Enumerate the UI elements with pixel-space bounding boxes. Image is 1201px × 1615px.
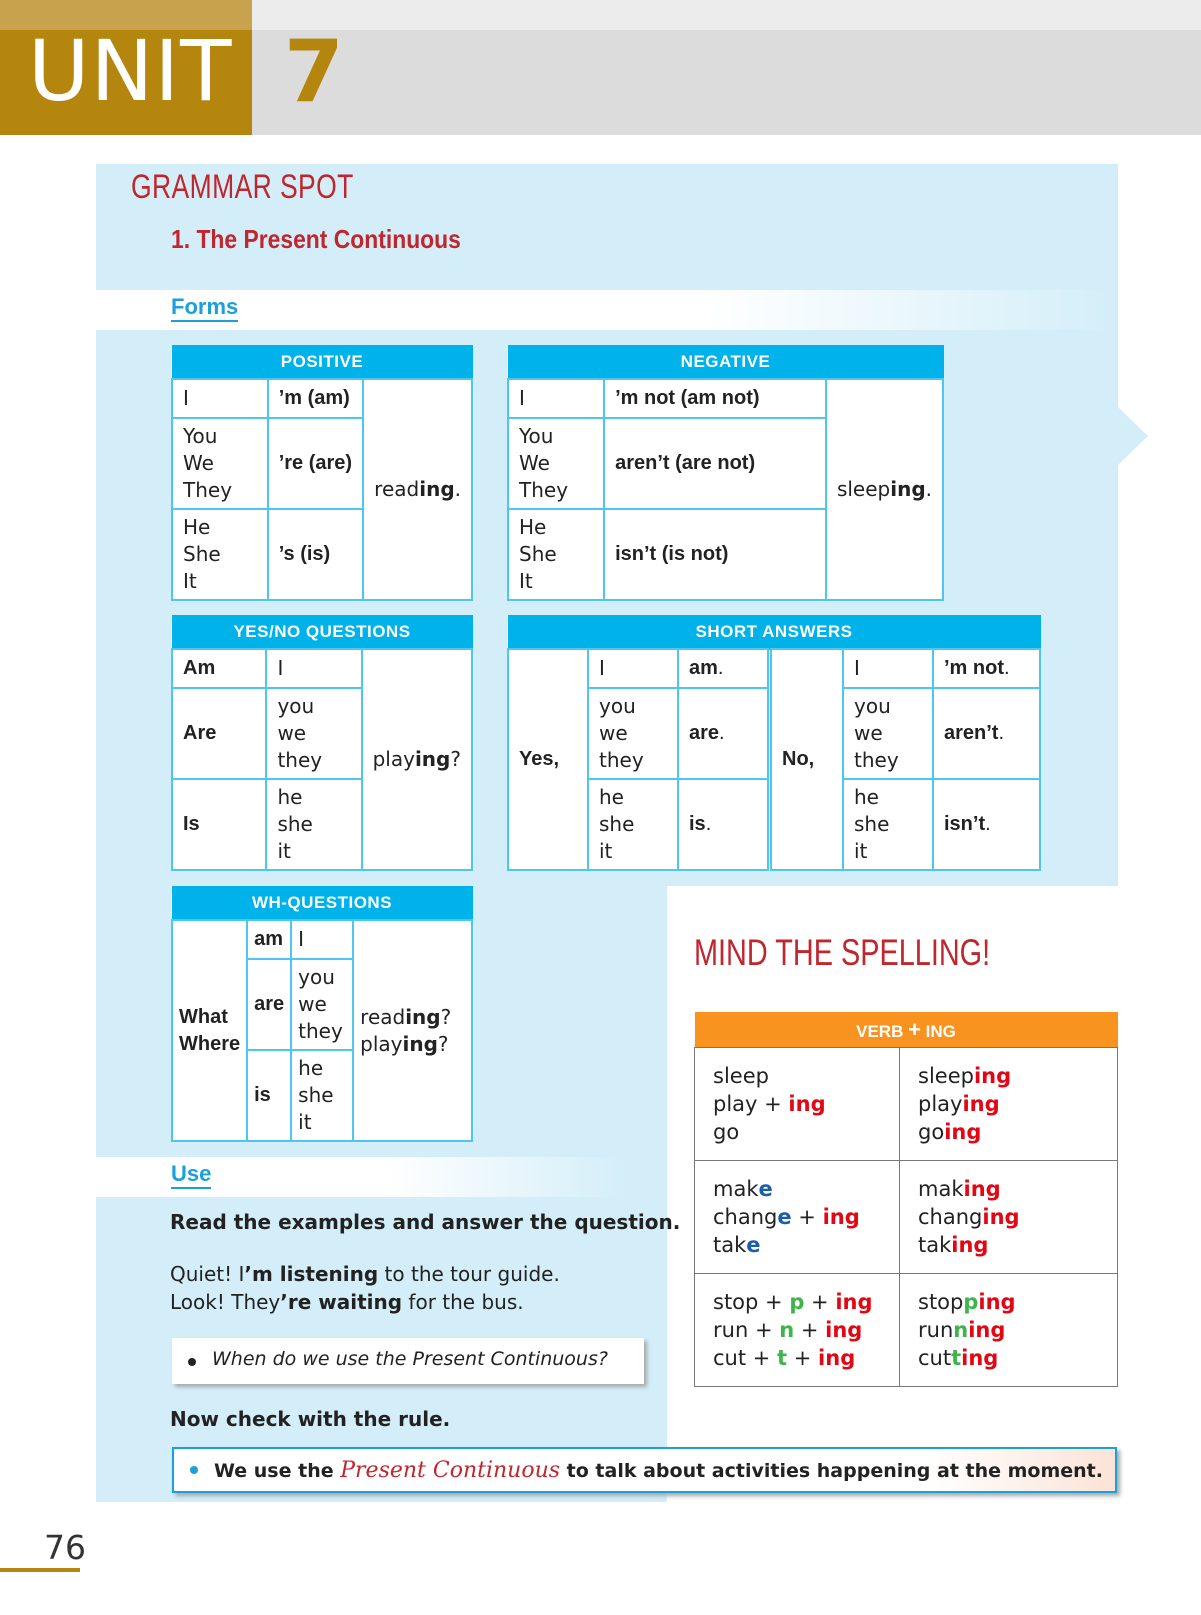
yes-subject-plural: you we they bbox=[588, 688, 678, 779]
no-verb-plural: aren’t. bbox=[933, 688, 1040, 779]
header-top-strip bbox=[252, 0, 1201, 30]
yes-no-subject-plural: you we they bbox=[266, 688, 361, 779]
short-answers-table bbox=[507, 615, 1041, 871]
use-band bbox=[96, 1157, 626, 1197]
bullet-icon bbox=[188, 1358, 196, 1366]
negative-main-verb: sleeping. bbox=[826, 379, 943, 600]
yes-subject-i: I bbox=[588, 649, 678, 688]
negative-subject-third: He She It bbox=[508, 509, 604, 600]
yes-no-aux-are: Are bbox=[172, 688, 266, 779]
spelling-rule-3-base: stop + p + ing run + n + ing cut + t + ing bbox=[695, 1274, 900, 1387]
wh-aux-are: are bbox=[247, 959, 291, 1050]
spelling-rule-1-base: sleep play + ing go bbox=[695, 1048, 900, 1161]
yes-verb-are: are. bbox=[678, 688, 768, 779]
yes-no-main-verb: playing? bbox=[362, 649, 472, 870]
spelling-rule-3-result: stopping running cutting bbox=[900, 1274, 1118, 1387]
panel-arrow bbox=[1118, 407, 1148, 465]
rule-text: We use the Present Continuous to talk about activities happening at the moment. bbox=[214, 1458, 1103, 1483]
short-answers-gap bbox=[768, 779, 771, 870]
short-answers-heading: SHORT ANSWERS bbox=[508, 616, 1040, 650]
wh-subject-third: he she it bbox=[291, 1050, 353, 1141]
forms-band bbox=[96, 290, 1118, 330]
spelling-rule-2-result: making changing taking bbox=[900, 1161, 1118, 1274]
no-verb-i: ’m not. bbox=[933, 649, 1040, 688]
negative-subject-plural: You We They bbox=[508, 418, 604, 509]
positive-heading: POSITIVE bbox=[172, 346, 472, 380]
check-instruction: Now check with the rule. bbox=[170, 1407, 451, 1431]
yes-no-aux-is: Is bbox=[172, 779, 266, 870]
spelling-heading: VERB + ING bbox=[695, 1012, 1118, 1048]
wh-subject-plural: you we they bbox=[291, 959, 353, 1050]
negative-heading: NEGATIVE bbox=[508, 346, 943, 380]
question-text: When do we use the Present Continuous? bbox=[212, 1348, 608, 1370]
example-sentence-1: Quiet! I’m listening to the tour guide. bbox=[170, 1262, 560, 1286]
positive-verb-plural: ’re (are) bbox=[268, 418, 363, 509]
negative-verb-i: ’m not (am not) bbox=[604, 379, 826, 418]
forms-label: Forms bbox=[171, 294, 238, 322]
page-number: 76 bbox=[44, 1528, 86, 1567]
wh-subject-i: I bbox=[291, 920, 353, 959]
positive-main-verb: reading. bbox=[363, 379, 472, 600]
short-answers-gap bbox=[768, 688, 771, 779]
positive-subject-plural: You We They bbox=[172, 418, 268, 509]
yes-no-subject-i: I bbox=[266, 649, 361, 688]
use-label: Use bbox=[171, 1161, 211, 1189]
wh-main-verbs: reading? playing? bbox=[353, 920, 472, 1141]
yes-verb-am: am. bbox=[678, 649, 768, 688]
yes-verb-is: is. bbox=[678, 779, 768, 870]
no-subject-third: he she it bbox=[843, 779, 933, 870]
spelling-title: MIND THE SPELLING! bbox=[694, 932, 991, 973]
page-number-underline bbox=[0, 1568, 80, 1572]
yes-no-questions-table bbox=[171, 615, 473, 871]
positive-verb-i: ’m (am) bbox=[268, 379, 363, 418]
negative-subject-i: I bbox=[508, 379, 604, 418]
spelling-table bbox=[694, 1012, 1118, 1387]
spelling-rule-1-result: sleeping playing going bbox=[900, 1048, 1118, 1161]
unit-number: 7 bbox=[284, 22, 344, 122]
grammar-spot-title: GRAMMAR SPOT bbox=[131, 168, 354, 206]
short-answer-yes: Yes, bbox=[508, 649, 588, 870]
use-instruction: Read the examples and answer the question. bbox=[170, 1210, 681, 1234]
positive-subject-i: I bbox=[172, 379, 268, 418]
yes-no-subject-third: he she it bbox=[266, 779, 361, 870]
negative-table bbox=[507, 345, 944, 601]
negative-verb-third: isn’t (is not) bbox=[604, 509, 826, 600]
example-sentence-2: Look! They’re waiting for the bus. bbox=[170, 1290, 524, 1314]
wh-aux-is: is bbox=[247, 1050, 291, 1141]
no-verb-third: isn’t. bbox=[933, 779, 1040, 870]
question-box bbox=[172, 1338, 644, 1384]
negative-verb-plural: aren’t (are not) bbox=[604, 418, 826, 509]
spelling-rule-2-base: make change + ing take bbox=[695, 1161, 900, 1274]
unit-word: UNIT bbox=[28, 22, 233, 120]
wh-words: What Where bbox=[172, 920, 247, 1141]
wh-questions-table bbox=[171, 886, 473, 1142]
yes-no-heading: YES/NO QUESTIONS bbox=[172, 616, 472, 650]
bullet-icon bbox=[190, 1466, 198, 1474]
rule-box bbox=[172, 1447, 1117, 1493]
positive-subject-third: He She It bbox=[172, 509, 268, 600]
yes-subject-third: he she it bbox=[588, 779, 678, 870]
short-answer-no: No, bbox=[771, 649, 843, 870]
wh-aux-am: am bbox=[247, 920, 291, 959]
yes-no-aux-am: Am bbox=[172, 649, 266, 688]
positive-verb-third: ’s (is) bbox=[268, 509, 363, 600]
section-subtitle: 1. The Present Continuous bbox=[171, 224, 461, 254]
no-subject-i: I bbox=[843, 649, 933, 688]
no-subject-plural: you we they bbox=[843, 688, 933, 779]
wh-heading: WH-QUESTIONS bbox=[172, 887, 472, 921]
positive-table bbox=[171, 345, 473, 601]
